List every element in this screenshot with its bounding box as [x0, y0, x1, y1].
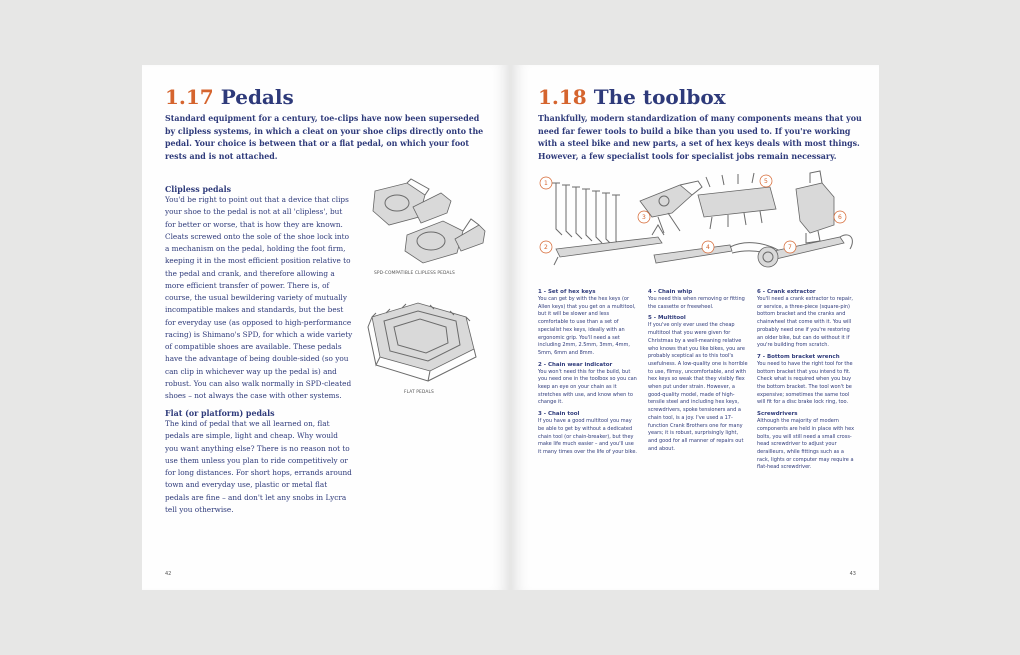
section-title: The toolbox [593, 85, 726, 109]
clipless-pedals-illustration [367, 177, 487, 267]
tool-heading: 7 - Bottom bracket wrench [757, 353, 840, 360]
callout-1 [540, 177, 552, 189]
tool-heading: 4 - Chain whip [648, 289, 693, 295]
flat-pedals-illustration [366, 297, 482, 383]
page-number: 42 [165, 571, 172, 577]
tool-heading: 1 - Set of hex keys [538, 289, 596, 295]
flat-section [165, 409, 353, 516]
chain-tool-drawing [640, 181, 702, 233]
toolbox-column-3 [757, 289, 857, 476]
section-body: The kind of pedal that we all learned on, flat pedals are simple, light and cheap. Why would you want anything else? There is no reason not to use them unless you plan to ride competitively or for long distances. For short hops, errands around town and everyday use, plastic or metal flat pedals are fine – and don't let any snobs in Lycra tell you otherwise. [165, 419, 352, 514]
callout-7 [784, 241, 796, 253]
tool-body: You'll need a crank extractor to repair, or service, a three-piece (square-pin) bottom bracket and the cranks and chainwheel that come with it. You will probably need one if you're restoring an older bike, but can do without it if you're building from scratch. [757, 296, 853, 349]
section-number: 1.18 [538, 85, 587, 109]
hex-keys-drawing [552, 183, 622, 247]
left-page [142, 65, 509, 590]
chain-wear-indicator-drawing [554, 225, 664, 265]
section-body: You'd be right to point out that a device that clips your shoe to the pedal is not at all 'clipless', but for better or worse, that is how they are known. Cleats screwed onto the sole of the shoe lock into a mechanism on the pedal, holding the foot firm, keeping it in the most efficient position relative to the pedal and crank, and therefore allowing a more efficient transfer of power. There is, of course, the usual bewildering variety of mutually incompatible makes and standards, but the best for everyday use (as opposed to high-performance racing) is Shimano's SPD, for which a wide variety of compatible shoes are available. These pedals have the advantage of being double-sided (so you can clip in whichever way up the pedal is) and robust. You can also walk normally in SPD-cleated shoes – not always the case with other systems. [165, 195, 353, 400]
page-title [538, 85, 726, 109]
section-heading: Clipless pedals [165, 185, 232, 194]
svg-text:4: 4 [706, 244, 710, 251]
toolbox-column-2 [648, 289, 748, 457]
callout-4 [702, 241, 714, 253]
svg-text:6: 6 [838, 214, 842, 221]
bottom-bracket-wrench-drawing [758, 235, 852, 267]
tool-body: If you've only ever used the cheap multitool that you were given for Christmas by a well-meaning relative who knows that you like bikes, you are probably sceptical as to this tool's usefulness. A low-quality one is horrible to use, flimsy, uncomfortable, and with hex keys so weak that they visibly flex when put under strain. However, a good-quality model, made of high-tensile steel and including hex keys, screwdrivers, spoke tensioners and a chain tool, is a joy. I've used a 17-function Crank Brothers one for many years; it is robust, surprisingly light, and good for all manner of repairs out and about. [648, 322, 748, 452]
tool-body: You need this when removing or fitting the cassette or freewheel. [648, 296, 745, 310]
tool-heading: 3 - Chain tool [538, 411, 580, 418]
svg-text:3: 3 [642, 214, 646, 221]
tool-body: If you have a good multitool you may be able to get by without a dedicated chain tool (or chain-breaker), but they make life much easier – and you'll use it many times over the life of your bike. [538, 418, 638, 455]
crank-extractor-drawing [796, 171, 834, 243]
section-title: Pedals [220, 85, 294, 109]
figure-caption: FLAT PEDALS [404, 390, 434, 395]
callout-5 [760, 175, 772, 187]
intro-paragraph: Standard equipment for a century, toe-clips have now been superseded by clipless systems, in which a cleat on your shoe clips directly onto the pedal. Your choice is between that or a flat pedal, on which your foot rests and is not attached. [165, 114, 484, 161]
svg-text:2: 2 [544, 244, 548, 251]
intro-paragraph: Thankfully, modern standardization of many components means that you need far fewer tools to build a bike than you used to. If you're working with a steel bike and new parts, a set of hex keys deals with most things. However, a few specialist tools for specialist jobs remain necessary. [538, 114, 862, 161]
toolbox-illustration [534, 177, 854, 277]
tool-body: Although the majority of modern components are held in place with hex bolts, you will still need a small cross-head screwdriver to adjust your derailleurs, while fittings such as a rack, lights or computer may require a flat-head screwdriver. [757, 418, 855, 471]
tool-heading: 2 - Chain wear indicator [538, 361, 613, 368]
toolbox-column-1 [538, 289, 638, 461]
page-number: 43 [849, 571, 856, 577]
callout-3 [638, 211, 650, 223]
right-page [512, 65, 879, 590]
tool-body: You need to have the right tool for the bottom bracket that you intend to fit. Check what is required when you buy the bottom bracket. The tool won't be expensive; sometimes the same tool will fit for a disc brake lock ring, too. [757, 360, 853, 406]
tool-heading: 5 - Multitool [648, 315, 686, 322]
page-title [165, 85, 294, 109]
svg-text:7: 7 [788, 244, 792, 251]
section-heading: Flat (or platform) pedals [165, 409, 275, 418]
tool-body: You won't need this for the build, but you need one in the toolbox so you can keep an eye on your chain as it stretches with use, and know when to change it. [538, 368, 637, 406]
tool-heading: 6 - Crank extractor [757, 289, 816, 295]
svg-text:5: 5 [764, 178, 768, 185]
section-number: 1.17 [165, 85, 214, 109]
tool-body: You can get by with the hex keys (or Allen keys) that you get on a multitool, but it will be slower and less comfortable to use than a set of specialist hex keys, ideally with an ergonomic grip. You'll need a set including 2mm, 2.5mm, 3mm, 4mm, 5mm, 6mm and 8mm. [538, 296, 636, 356]
callout-2 [540, 241, 552, 253]
figure-caption: SPD-COMPATIBLE CLIPLESS PEDALS [374, 271, 455, 276]
svg-text:1: 1 [544, 180, 548, 187]
tool-heading: Screwdrivers [757, 411, 798, 418]
callout-6 [834, 211, 846, 223]
clipless-section [165, 185, 353, 402]
